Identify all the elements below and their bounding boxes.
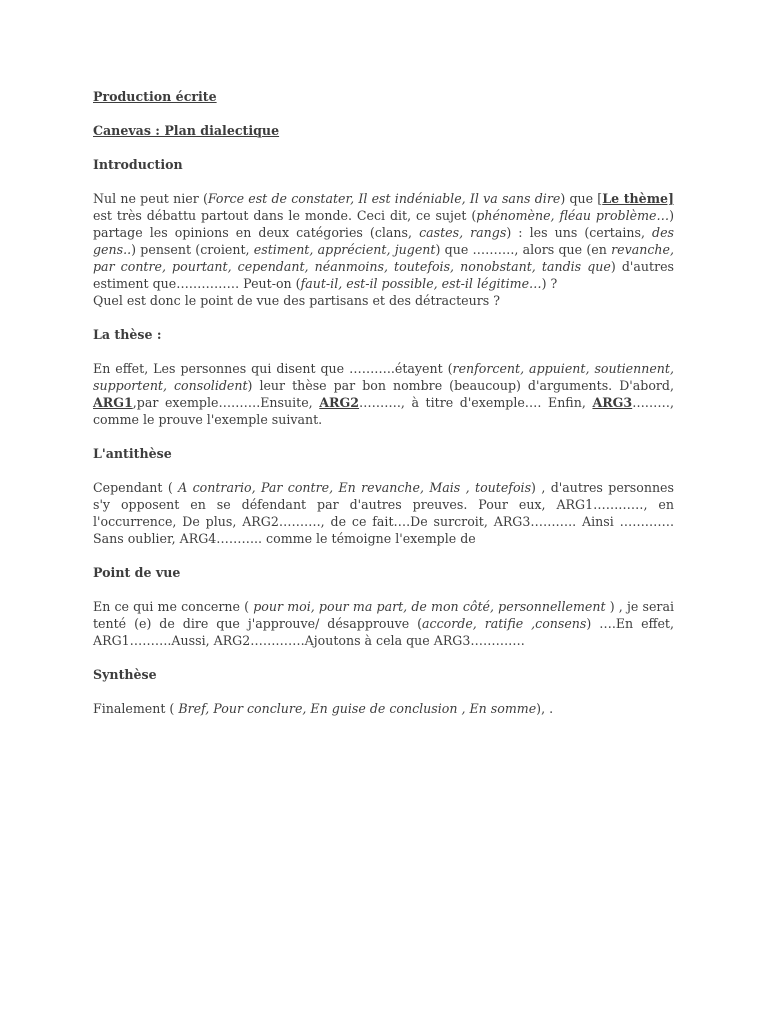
these-text-4: ………., à titre d'exemple…. Enfin, xyxy=(359,395,593,410)
these-arg1: ARG1 xyxy=(93,395,133,410)
synthese-paragraph xyxy=(93,700,674,717)
intro-text-8: ) d'autres estiment que…………… Peut-on ( xyxy=(93,259,675,291)
these-text-3: ,par exemple……….Ensuite, xyxy=(132,395,320,410)
canevas-heading: Canevas : Plan dialectique xyxy=(93,123,280,138)
intro-theme: Le thème] xyxy=(602,191,674,206)
synthese-text-2: ), . xyxy=(536,701,554,716)
these-paragraph xyxy=(93,360,674,428)
intro-italic-4: des gens.. xyxy=(93,225,674,257)
intro-italic-6: revanche, par contre, pourtant, cependant, néanmoins, toutefois, nonobstant, tandis que xyxy=(93,242,674,274)
these-text-2: ) leur thèse par bon nombre (beaucoup) d'arguments. D'abord, xyxy=(247,378,674,393)
intro-italic-3: castes, rangs xyxy=(419,225,507,240)
intro-italic-7: faut-il, est-il possible, est-il légitime… xyxy=(300,276,542,291)
intro-text-6: ) pensent (croient, xyxy=(131,242,254,257)
intro-text-7: ) que ………., alors que (en xyxy=(435,242,612,257)
pdv-text-2: ) , je serai tenté (e) de dire que j'approuve/ désapprouve ( xyxy=(93,599,674,631)
document-body xyxy=(93,88,674,734)
pdv-text-1: En ce qui me concerne ( xyxy=(93,599,254,614)
these-text-1: En effet, Les personnes qui disent que ………..étayent ( xyxy=(93,361,453,376)
pdv-italic-1: pour moi, pour ma part, de mon côté, personnellement xyxy=(253,599,606,614)
these-arg3: ARG3 xyxy=(592,395,633,410)
these-heading: La thèse : xyxy=(93,327,162,342)
synthese-text-1: Finalement ( xyxy=(93,701,179,716)
document-title: Production écrite xyxy=(93,89,217,104)
pdv-text-3: ) ….En effet, ARG1……….Aussi, ARG2………….Ajoutons à cela que ARG3…………. xyxy=(93,616,674,648)
intro-italic-1: Force est de constater, Il est indéniable, Il va sans dire xyxy=(207,191,561,206)
intro-text-1: Nul ne peut nier ( xyxy=(93,191,208,206)
these-italic-1: renforcent, appuient, soutiennent, supportent, consolident xyxy=(93,361,674,393)
antithese-paragraph xyxy=(93,479,674,547)
introduction-paragraph xyxy=(93,190,674,292)
antithese-text-1: Cependant ( xyxy=(93,480,179,495)
antithese-text-2: ) , d'autres personnes s'y opposent en se défendant par d'autres preuves. Pour eux, ARG1…………, en l'occurrence, De plus, ARG2………., de ce fait….De surcroit, ARG3……….. Ainsi …………. Sans oublier, ARG4……….. comme le témoigne l'exemple de xyxy=(93,480,674,546)
these-text-5: ………, comme le prouve l'exemple suivant. xyxy=(93,395,674,427)
these-arg2: ARG2 xyxy=(319,395,360,410)
intro-text-9: ) ? xyxy=(541,276,558,291)
intro-text-5: ) : les uns (certains, xyxy=(506,225,653,240)
point-de-vue-paragraph xyxy=(93,598,674,649)
pdv-italic-2: accorde, ratifie ,consens xyxy=(422,616,587,631)
introduction-question: Quel est donc le point de vue des partisans et des détracteurs ? xyxy=(93,293,500,308)
introduction-heading: Introduction xyxy=(93,157,183,172)
intro-text-2: ) que [ xyxy=(560,191,603,206)
intro-text-4: ) partage les opinions en deux catégories (clans, xyxy=(93,208,674,240)
antithese-italic-1: A contrario, Par contre, En revanche, Mais , toutefois xyxy=(178,480,532,495)
synthese-italic-1: Bref, Pour conclure, En guise de conclusion , En somme xyxy=(178,701,537,716)
intro-text-3: est très débattu partout dans le monde. Ceci dit, ce sujet ( xyxy=(93,208,477,223)
antithese-heading: L'antithèse xyxy=(93,446,172,461)
synthese-heading: Synthèse xyxy=(93,667,157,682)
point-de-vue-heading: Point de vue xyxy=(93,565,181,580)
intro-italic-5: estiment, apprécient, jugent xyxy=(253,242,436,257)
intro-italic-2: phénomène, fléau problème… xyxy=(476,208,670,223)
